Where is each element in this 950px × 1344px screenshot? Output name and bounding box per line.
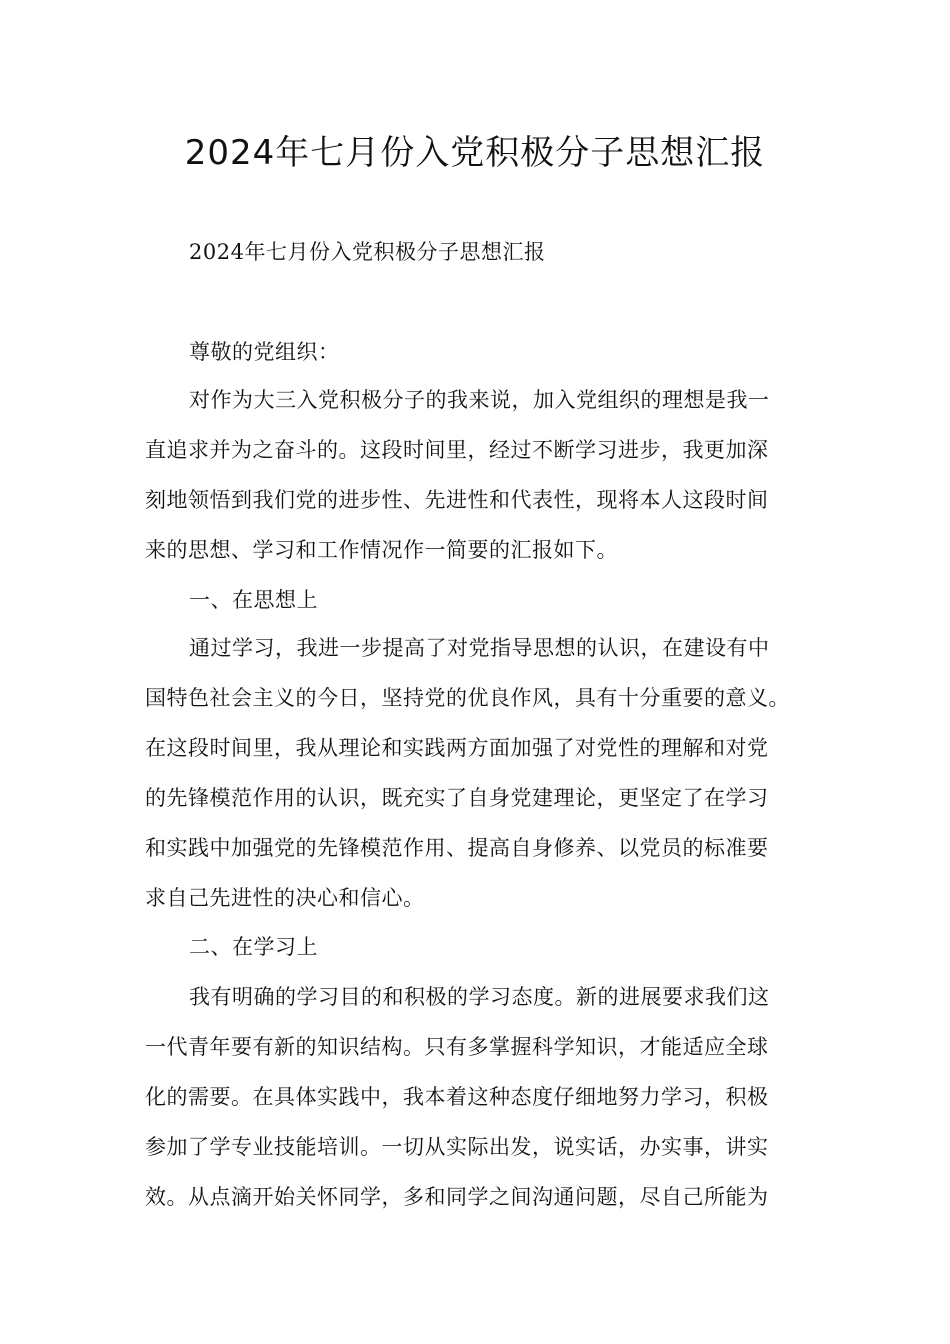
paragraph-line: 我有明确的学习目的和积极的学习态度。新的进展要求我们这 <box>189 985 770 1009</box>
document-subtitle: 2024年七月份入党积极分子思想汇报 <box>189 240 546 264</box>
section-heading-thought: 一、在思想上 <box>189 588 318 612</box>
paragraph-line: 直追求并为之奋斗的。这段时间里，经过不断学习进步，我更加深 <box>145 438 769 462</box>
paragraph-line: 求自己先进性的决心和信心。 <box>145 886 425 910</box>
paragraph-line: 来的思想、学习和工作情况作一简要的汇报如下。 <box>145 538 618 562</box>
section-heading-study: 二、在学习上 <box>189 935 318 959</box>
document-title: 2024年七月份入党积极分子思想汇报 <box>184 133 766 173</box>
salutation: 尊敬的党组织： <box>189 340 340 364</box>
paragraph-line: 参加了学专业技能培训。一切从实际出发，说实话，办实事，讲实 <box>145 1135 769 1159</box>
paragraph-line: 效。从点滴开始关怀同学，多和同学之间沟通问题，尽自己所能为 <box>145 1185 769 1209</box>
paragraph-line: 化的需要。在具体实践中，我本着这种态度仔细地努力学习，积极 <box>145 1085 769 1109</box>
paragraph-line: 和实践中加强党的先锋模范作用、提高自身修养、以党员的标准要 <box>145 836 769 860</box>
paragraph-line: 在这段时间里，我从理论和实践两方面加强了对党性的理解和对党 <box>145 736 769 760</box>
paragraph-line: 刻地领悟到我们党的进步性、先进性和代表性，现将本人这段时间 <box>145 488 769 512</box>
paragraph-line: 对作为大三入党积极分子的我来说，加入党组织的理想是我一 <box>189 388 770 412</box>
paragraph-line: 的先锋模范作用的认识，既充实了自身党建理论，更坚定了在学习 <box>145 786 769 810</box>
paragraph-line: 一代青年要有新的知识结构。只有多掌握科学知识，才能适应全球 <box>145 1035 769 1059</box>
paragraph-line: 通过学习，我进一步提高了对党指导思想的认识，在建设有中 <box>189 636 770 660</box>
paragraph-line: 国特色社会主义的今日，坚持党的优良作风，具有十分重要的意义。 <box>145 686 790 710</box>
